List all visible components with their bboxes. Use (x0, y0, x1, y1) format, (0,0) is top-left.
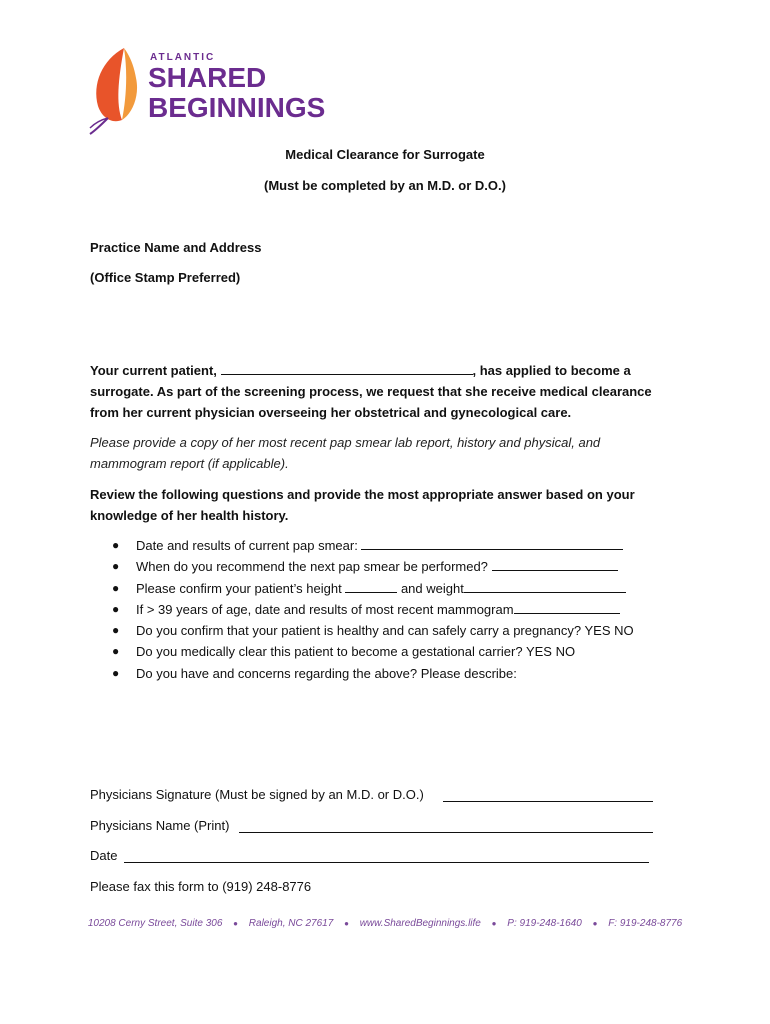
bullet-icon: ● (112, 559, 120, 574)
physician-name-label: Physicians Name (Print) (90, 818, 230, 833)
footer-phone: P: 919-248-1640 (507, 918, 582, 929)
logo-atlantic-text: ATLANTIC (150, 52, 216, 63)
butterfly-wing-icon (88, 44, 148, 136)
footer-website-link[interactable]: www.SharedBeginnings.life (359, 918, 481, 929)
next-pap-field[interactable] (492, 559, 618, 571)
patient-name-field[interactable] (221, 362, 473, 375)
practice-label: Practice Name and Address (90, 240, 262, 255)
document-title: Medical Clearance for Surrogate (285, 147, 485, 162)
mammogram-field[interactable] (514, 602, 620, 614)
bullet-icon: ● (112, 623, 120, 638)
fax-instruction: Please fax this form to (919) 248-8776 (90, 879, 312, 894)
question-text: Do you confirm that your patient is healthy and can safely carry a pregnancy? YES NO (136, 623, 634, 639)
review-instructions: Review the following questions and provide the most appropriate answer based on your knowledge of her health history. (90, 487, 635, 523)
question-next-pap (112, 556, 634, 577)
question-healthy-pregnancy (112, 620, 634, 641)
document-subtitle: (Must be completed by an M.D. or D.O.) (264, 178, 506, 193)
logo-shared-text: SHARED (148, 62, 267, 93)
practice-note: (Office Stamp Preferred) (90, 270, 241, 285)
intro-part2: , has applied to become a surrogate. As part of the screening process, we request that she receive medical clearance from her current physician overseeing her obstetrical and gynecological care. (90, 363, 652, 420)
question-text: Do you medically clear this patient to become a gestational carrier? YES NO (136, 644, 576, 660)
height-field[interactable] (345, 581, 397, 593)
footer-city: Raleigh, NC 27617 (248, 918, 334, 929)
logo-beginnings-text: BEGINNINGS (148, 92, 326, 123)
physician-name-field[interactable] (239, 832, 653, 833)
footer-separator-icon: ● (344, 918, 349, 928)
footer-separator-icon: ● (233, 918, 238, 928)
intro-part1: Your current patient, (90, 363, 221, 378)
bullet-icon: ● (112, 538, 120, 552)
footer (0, 918, 770, 929)
bullet-icon: ● (112, 644, 120, 659)
footer-separator-icon: ● (491, 918, 497, 928)
instructions-note: Please provide a copy of her most recent pap smear lab report, history and physical, and mammogram report (if applicable). (90, 435, 601, 471)
physician-signature-field[interactable] (443, 801, 653, 802)
physician-signature-label: Physicians Signature (Must be signed by an M.D. or D.O.) (90, 787, 424, 802)
bullet-icon: ● (112, 601, 120, 616)
bullet-icon: ● (112, 665, 120, 680)
footer-fax: F: 919-248-8776 (608, 918, 683, 929)
weight-field[interactable] (464, 581, 626, 593)
date-field[interactable] (124, 862, 649, 863)
footer-address: 10208 Cerny Street, Suite 306 (87, 918, 223, 929)
pap-smear-field[interactable] (361, 538, 623, 550)
questions-list (112, 535, 634, 684)
question-gestational-carrier (112, 641, 634, 662)
footer-separator-icon: ● (592, 918, 598, 928)
question-text: If > 39 years of age, date and results of most recent mammogram (136, 601, 514, 617)
question-text: Date and results of current pap smear: (136, 538, 362, 553)
question-pap-smear (112, 535, 634, 556)
question-text-a: Please confirm your patient’s height (136, 580, 346, 596)
question-height-weight (112, 578, 634, 599)
question-concerns (112, 663, 634, 684)
question-mammogram (112, 599, 634, 620)
date-label: Date (90, 848, 118, 863)
question-text-b: and weight (397, 580, 464, 596)
company-logo (88, 44, 328, 136)
question-text: Do you have and concerns regarding the above? Please describe: (136, 665, 517, 681)
bullet-icon: ● (112, 580, 120, 595)
intro-paragraph (90, 360, 670, 423)
question-text: When do you recommend the next pap smear be performed? (136, 559, 492, 575)
